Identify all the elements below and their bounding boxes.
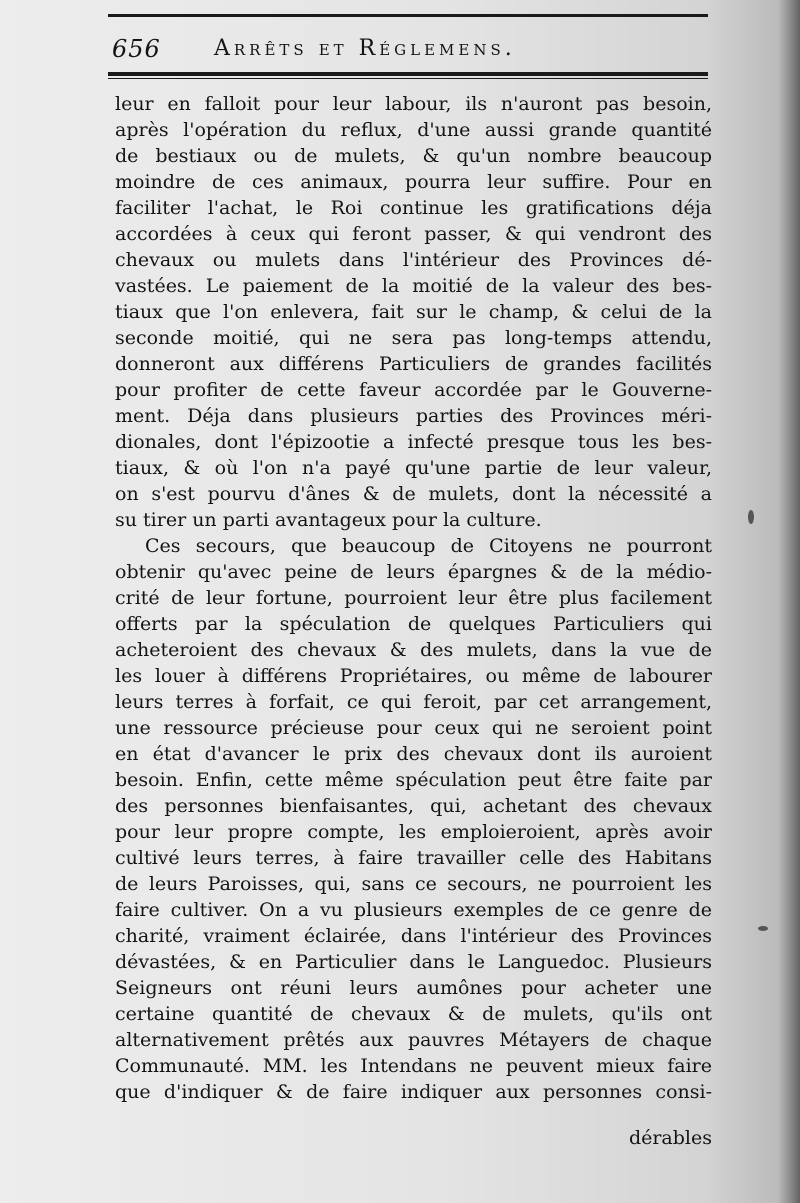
text-line: faciliter l'achat, le Roi continue les gratifications déja [115, 197, 712, 219]
text-line: acheteroient des chevaux & des mulets, dans la vue de [115, 639, 712, 661]
text-line: des personnes bienfaisantes, qui, achetant des chevaux [115, 795, 712, 817]
text-line: obtenir qu'avec peine de leurs épargnes & de la médio- [115, 561, 712, 583]
paper-blemish [758, 926, 768, 931]
text-line: alternativement prêtés aux pauvres Métayers de chaque [115, 1029, 712, 1051]
catchword: dérables [628, 1127, 712, 1149]
page-header [108, 14, 708, 80]
text-line: de leurs Paroisses, qui, sans ce secours, ne pourroient les [115, 873, 712, 895]
text-line: leurs terres à forfait, ce qui feroit, par cet arrangement, [115, 691, 712, 713]
text-line: pour profiter de cette faveur accordée par le Gouverne- [115, 379, 712, 401]
text-line: ment. Déja dans plusieurs parties des Provinces méri- [115, 405, 712, 427]
text-line: tiaux que l'on enlevera, fait sur le champ, & celui de la [115, 301, 712, 323]
text-line: les louer à différens Propriétaires, ou même de labourer [115, 665, 712, 687]
text-line: besoin. Enfin, cette même spéculation peut être faite par [115, 769, 712, 791]
text-line: donneront aux différens Particuliers de grandes facilités [115, 353, 712, 375]
text-line: offerts par la spéculation de quelques Particuliers qui [115, 613, 712, 635]
text-line: su tirer un parti avantageux pour la culture. [115, 509, 542, 531]
text-line: crité de leur fortune, pourroient leur être plus facilement [115, 587, 712, 609]
text-line: dionales, dont l'épizootie a infecté presque tous les bes- [115, 431, 712, 453]
text-line: que d'indiquer & de faire indiquer aux personnes consi- [115, 1081, 712, 1103]
text-line: après l'opération du reflux, d'une aussi grande quantité [115, 119, 712, 141]
text-line: vastées. Le paiement de la moitié de la valeur des bes- [115, 275, 712, 297]
text-line: en état d'avancer le prix des chevaux dont ils auroient [115, 743, 712, 765]
text-line: charité, vraiment éclairée, dans l'intérieur des Provinces [115, 925, 712, 947]
text-line: chevaux ou mulets dans l'intérieur des Provinces dé- [115, 249, 712, 271]
body-text [115, 91, 712, 1149]
text-line: Communauté. MM. les Intendans ne peuvent mieux faire [115, 1055, 712, 1077]
header-bottom-rule [108, 72, 708, 76]
paper-blemish [748, 510, 754, 524]
text-line: tiaux, & où l'on n'a payé qu'une partie de leur valeur, [115, 457, 712, 479]
page-number: 656 [112, 35, 161, 63]
catchword-row [115, 1125, 712, 1151]
text-line: dévastées, & en Particulier dans le Languedoc. Plusieurs [115, 951, 712, 973]
text-line: Ces secours, que beaucoup de Citoyens ne pourront [145, 535, 712, 557]
text-line: faire cultiver. On a vu plusieurs exemples de ce genre de [115, 899, 712, 921]
header-bottom-rule-thin [108, 78, 708, 79]
running-title: Arrêts et Réglemens. [214, 36, 516, 61]
text-line: leur en falloit pour leur labour, ils n'auront pas besoin, [115, 93, 712, 115]
header-top-rule [108, 14, 708, 17]
text-line: moindre de ces animaux, pourra leur suffire. Pour en [115, 171, 712, 193]
text-line: seconde moitié, qui ne sera pas long-temps attendu, [115, 327, 712, 349]
text-line: certaine quantité de chevaux & de mulets, qu'ils ont [115, 1003, 712, 1025]
text-line: cultivé leurs terres, à faire travailler celle des Habitans [115, 847, 712, 869]
text-line: on s'est pourvu d'ânes & de mulets, dont la nécessité a [115, 483, 712, 505]
text-line: de bestiaux ou de mulets, & qu'un nombre beaucoup [115, 145, 712, 167]
text-line: une ressource précieuse pour ceux qui ne seroient point [115, 717, 712, 739]
text-line: Seigneurs ont réuni leurs aumônes pour acheter une [115, 977, 712, 999]
spine-shadow [778, 0, 800, 1203]
text-line: accordées à ceux qui feront passer, & qui vendront des [115, 223, 712, 245]
text-line: pour leur propre compte, les emploieroient, après avoir [115, 821, 712, 843]
